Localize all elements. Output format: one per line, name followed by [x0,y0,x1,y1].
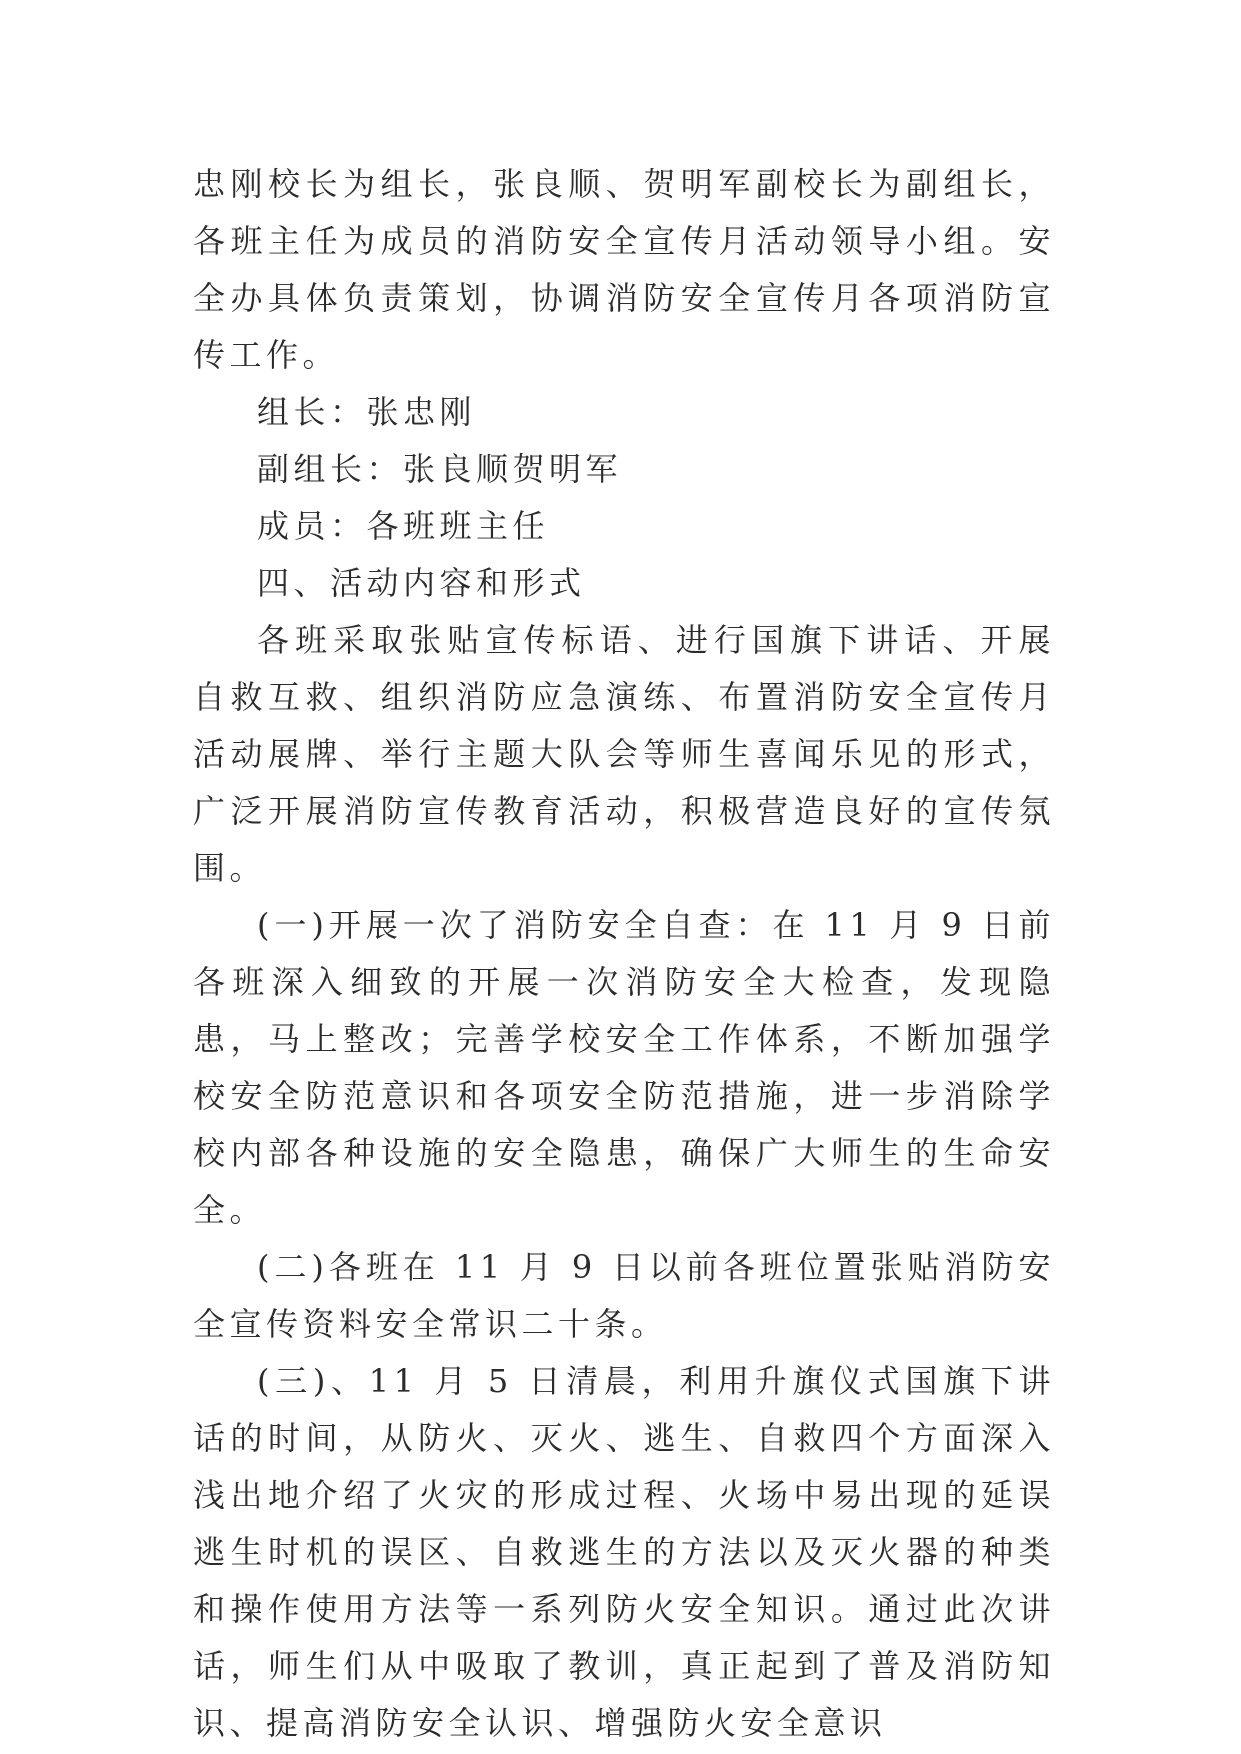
section-heading-activities: 四、活动内容和形式 [257,564,586,602]
paragraph-item-3: (三)、11 月 5 日清晨，利用升旗仪式国旗下讲话的时间，从防火、灭火、逃生、自救四个方面深入浅出地介绍了火灾的形成过程、火场中易出现的延误逃生时机的误区、自救逃生的方法以及灭火器的种类和操作使用方法等一系列防火安全知识。通过此次讲话，师生们从中吸取了教训，真正起到了普及消防知识、提高消防安全认识、增强防火安全意识 [193,1362,1055,1742]
document-body [193,156,1055,1752]
paragraph-item-1: (一)开展一次了消防安全自查：在 11 月 9 日前各班深入细致的开展一次消防安全大检查，发现隐患，马上整改；完善学校安全工作体系，不断加强学校安全防范意识和各项安全防范措施，进一步消除学校内部各种设施的安全隐患，确保广大师生的生命安全。 [193,906,1055,1229]
paragraph-activity-forms: 各班采取张贴宣传标语、进行国旗下讲话、开展自救互救、组织消防应急演练、布置消防安全宣传月活动展牌、举行主题大队会等师生喜闻乐见的形式，广泛开展消防宣传教育活动，积极营造良好的宣传氛围。 [193,621,1055,887]
paragraph-members: 成员：各班班主任 [257,507,550,545]
paragraph-leading-committee: 忠刚校长为组长，张良顺、贺明军副校长为副组长，各班主任为成员的消防安全宣传月活动领导小组。安全办具体负责策划，协调消防安全宣传月各项消防宣传工作。 [193,165,1055,374]
paragraph-item-2: (二)各班在 11 月 9 日以前各班位置张贴消防安全宣传资料安全常识二十条。 [193,1248,1055,1343]
paragraph-deputy-leader: 副组长：张良顺贺明军 [257,450,623,488]
paragraph-group-leader: 组长：张忠刚 [257,393,477,431]
